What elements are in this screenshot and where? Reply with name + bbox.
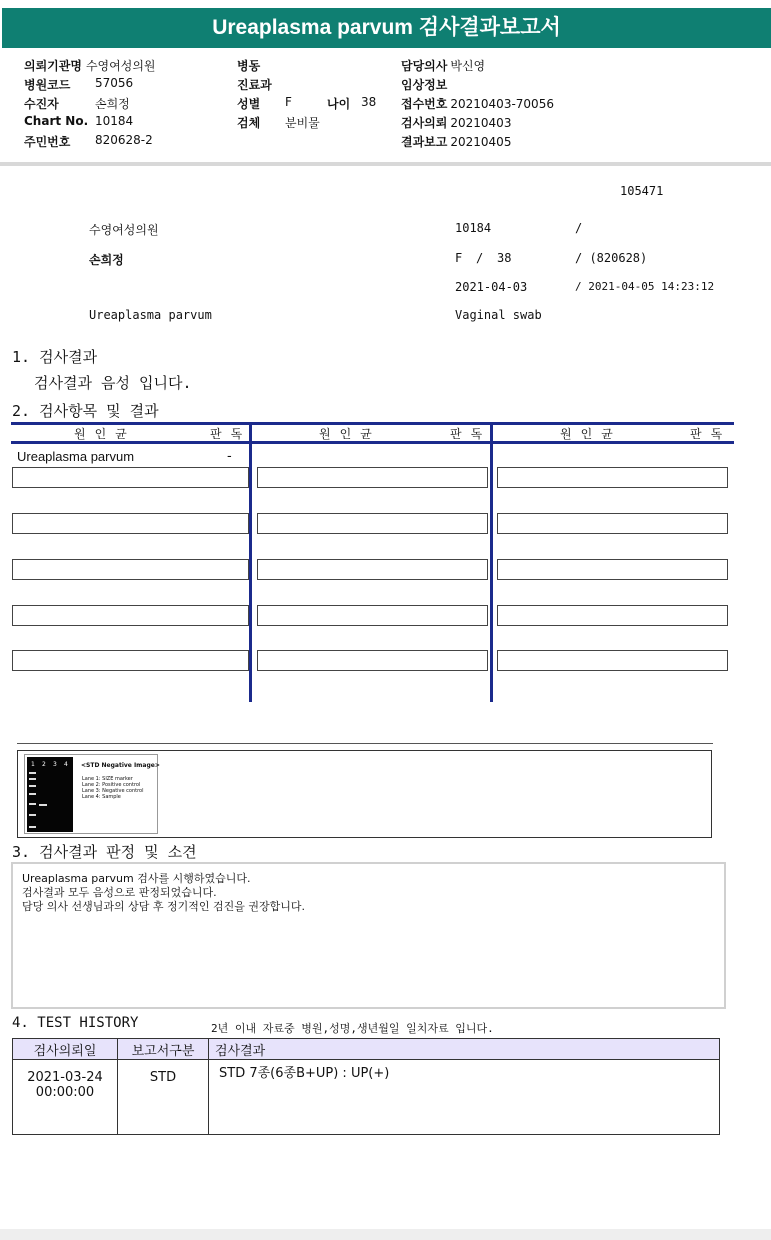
image-top-rule	[17, 743, 713, 744]
gel-band	[39, 804, 47, 806]
doctor-label: 담당의사	[401, 59, 448, 73]
header-col2	[237, 57, 377, 133]
result-cell	[497, 559, 728, 580]
result-cell	[257, 559, 488, 580]
item-judgment: -	[227, 449, 232, 464]
result-cell	[257, 513, 488, 534]
gel-image-title: <STD Negative Image>	[81, 762, 160, 769]
request-date-value: 20210403	[450, 116, 512, 130]
table-divider-1	[249, 422, 252, 702]
col-pathogen-3: 원인균	[560, 427, 622, 441]
summary-birth: / (820628)	[575, 251, 648, 265]
opinion-line-3: 담당 의사 선생님과의 상담 후 정기적인 검진을 권장합니다.	[22, 900, 305, 913]
resident-no-label: 주민번호	[24, 135, 71, 149]
table-divider-2	[490, 422, 493, 702]
gel-band	[29, 785, 36, 787]
result-cell	[12, 559, 249, 580]
result-cell	[497, 650, 728, 671]
resident-no-value: 820628-2	[95, 133, 153, 147]
request-date-label: 검사의뢰	[401, 116, 448, 130]
summary-reported-datetime: / 2021-04-05 14:23:12	[575, 280, 715, 293]
summary-age: 38	[497, 251, 512, 265]
gel-legend-4: Lane 4: Sample	[82, 794, 121, 800]
lane-number-4: 4	[64, 761, 68, 768]
doctor-value: 박신영	[450, 59, 486, 73]
gel-legend-1: Lane 1: SIZE marker	[82, 776, 133, 782]
chart-no-label: Chart No.	[24, 114, 89, 128]
col-judgment-1: 판독	[210, 427, 252, 441]
section4-heading: 4. TEST HISTORY	[12, 1015, 139, 1031]
history-type: STD	[118, 1060, 209, 1135]
result-cell	[257, 467, 488, 488]
page-bottom-strip	[0, 1229, 771, 1240]
table-row	[13, 1060, 720, 1135]
specimen-label: 검체	[237, 116, 261, 130]
summary-slash: /	[575, 221, 583, 235]
result-cell	[12, 605, 249, 626]
opinion-box	[11, 862, 726, 1009]
opinion-line-1: Ureaplasma parvum 검사를 시행하였습니다.	[22, 872, 251, 885]
age-label: 나이	[327, 97, 351, 111]
result-cell	[257, 605, 488, 626]
summary-test-name: Ureaplasma parvum	[89, 308, 212, 322]
gel-band	[29, 793, 36, 795]
history-note: 2년 이내 자료중 병원,성명,생년월일 일치자료 입니다.	[211, 1022, 494, 1035]
summary-received-date: 2021-04-03	[455, 280, 528, 294]
hospital-code-value: 57056	[95, 76, 134, 90]
section1-result-text: 검사결과 음성 입니다.	[34, 374, 192, 392]
opinion-line-2: 검사결과 모두 음성으로 판정되었습니다.	[22, 886, 217, 899]
history-col-request-date: 검사의뢰일	[13, 1039, 118, 1060]
specimen-value: 분비물	[285, 116, 320, 130]
summary-patient: 손희정	[89, 253, 124, 267]
ward-label: 병동	[237, 59, 261, 73]
patient-name-label: 수진자	[24, 97, 59, 111]
history-time: 00:00:00	[35, 1085, 95, 1100]
patient-name-value: 손희정	[95, 97, 130, 111]
item-pathogen-name: Ureaplasma parvum	[17, 449, 135, 464]
receipt-no-value: 20210403-70056	[450, 97, 554, 111]
gel-band	[29, 803, 36, 805]
hospital-name-label: 의뢰기관명	[24, 59, 82, 73]
department-label: 진료과	[237, 78, 272, 92]
report-date-label: 결과보고	[401, 135, 448, 149]
gel-band	[29, 826, 36, 828]
section1-heading: 1. 검사결과	[12, 348, 98, 366]
summary-specimen: Vaginal swab	[455, 308, 542, 322]
gel-legend-3: Lane 3: Negative control	[82, 788, 144, 794]
receipt-no-label: 접수번호	[401, 97, 448, 111]
result-cell	[12, 513, 249, 534]
header-col1	[24, 57, 156, 152]
clinical-info-label: 임상정보	[401, 78, 448, 92]
report-date-value: 20210405	[450, 135, 512, 149]
lane-number-1: 1	[31, 761, 35, 768]
history-result: STD 7종(6종B+UP) : UP(+)	[209, 1060, 720, 1135]
hospital-code-label: 병원코드	[24, 78, 71, 92]
history-col-result: 검사결과	[209, 1039, 720, 1060]
gel-band	[29, 778, 36, 780]
result-cell	[12, 650, 249, 671]
gel-band	[29, 772, 36, 774]
history-header-row	[13, 1039, 720, 1060]
col-pathogen-2: 원인균	[319, 427, 381, 441]
history-date-cell	[13, 1060, 118, 1135]
lane-number-3: 3	[53, 761, 57, 768]
col-judgment-3: 판독	[690, 427, 732, 441]
summary-chart: 10184	[455, 221, 492, 235]
summary-slash-2: /	[476, 251, 484, 265]
report-number: 105471	[620, 184, 664, 198]
result-cell	[497, 605, 728, 626]
hospital-name-value: 수영여성의원	[85, 59, 156, 73]
summary-clinic: 수영여성의원	[89, 223, 159, 237]
header-col3	[401, 57, 554, 152]
section3-heading: 3. 검사결과 판정 및 소견	[12, 843, 197, 861]
section2-heading: 2. 검사항목 및 결과	[12, 402, 159, 420]
result-cell	[257, 650, 488, 671]
sex-label: 성별	[237, 97, 261, 111]
lane-number-2: 2	[42, 761, 46, 768]
gel-band	[29, 814, 36, 816]
result-cell	[12, 467, 249, 488]
summary-sex: F	[455, 251, 463, 265]
report-title: Ureaplasma parvum 검사결과보고서	[2, 8, 771, 48]
gel-legend-2: Lane 2: Positive control	[82, 782, 141, 788]
history-col-report-type: 보고서구분	[118, 1039, 209, 1060]
header-divider	[0, 162, 771, 166]
result-cell	[497, 467, 728, 488]
history-date: 2021-03-24	[27, 1070, 103, 1085]
col-pathogen-1: 원인균	[74, 427, 136, 441]
chart-no-value: 10184	[95, 114, 134, 128]
col-judgment-2: 판독	[450, 427, 492, 441]
age-value: 38	[361, 95, 377, 109]
result-cell	[497, 513, 728, 534]
sex-value: F	[285, 95, 292, 109]
history-table	[12, 1038, 720, 1135]
